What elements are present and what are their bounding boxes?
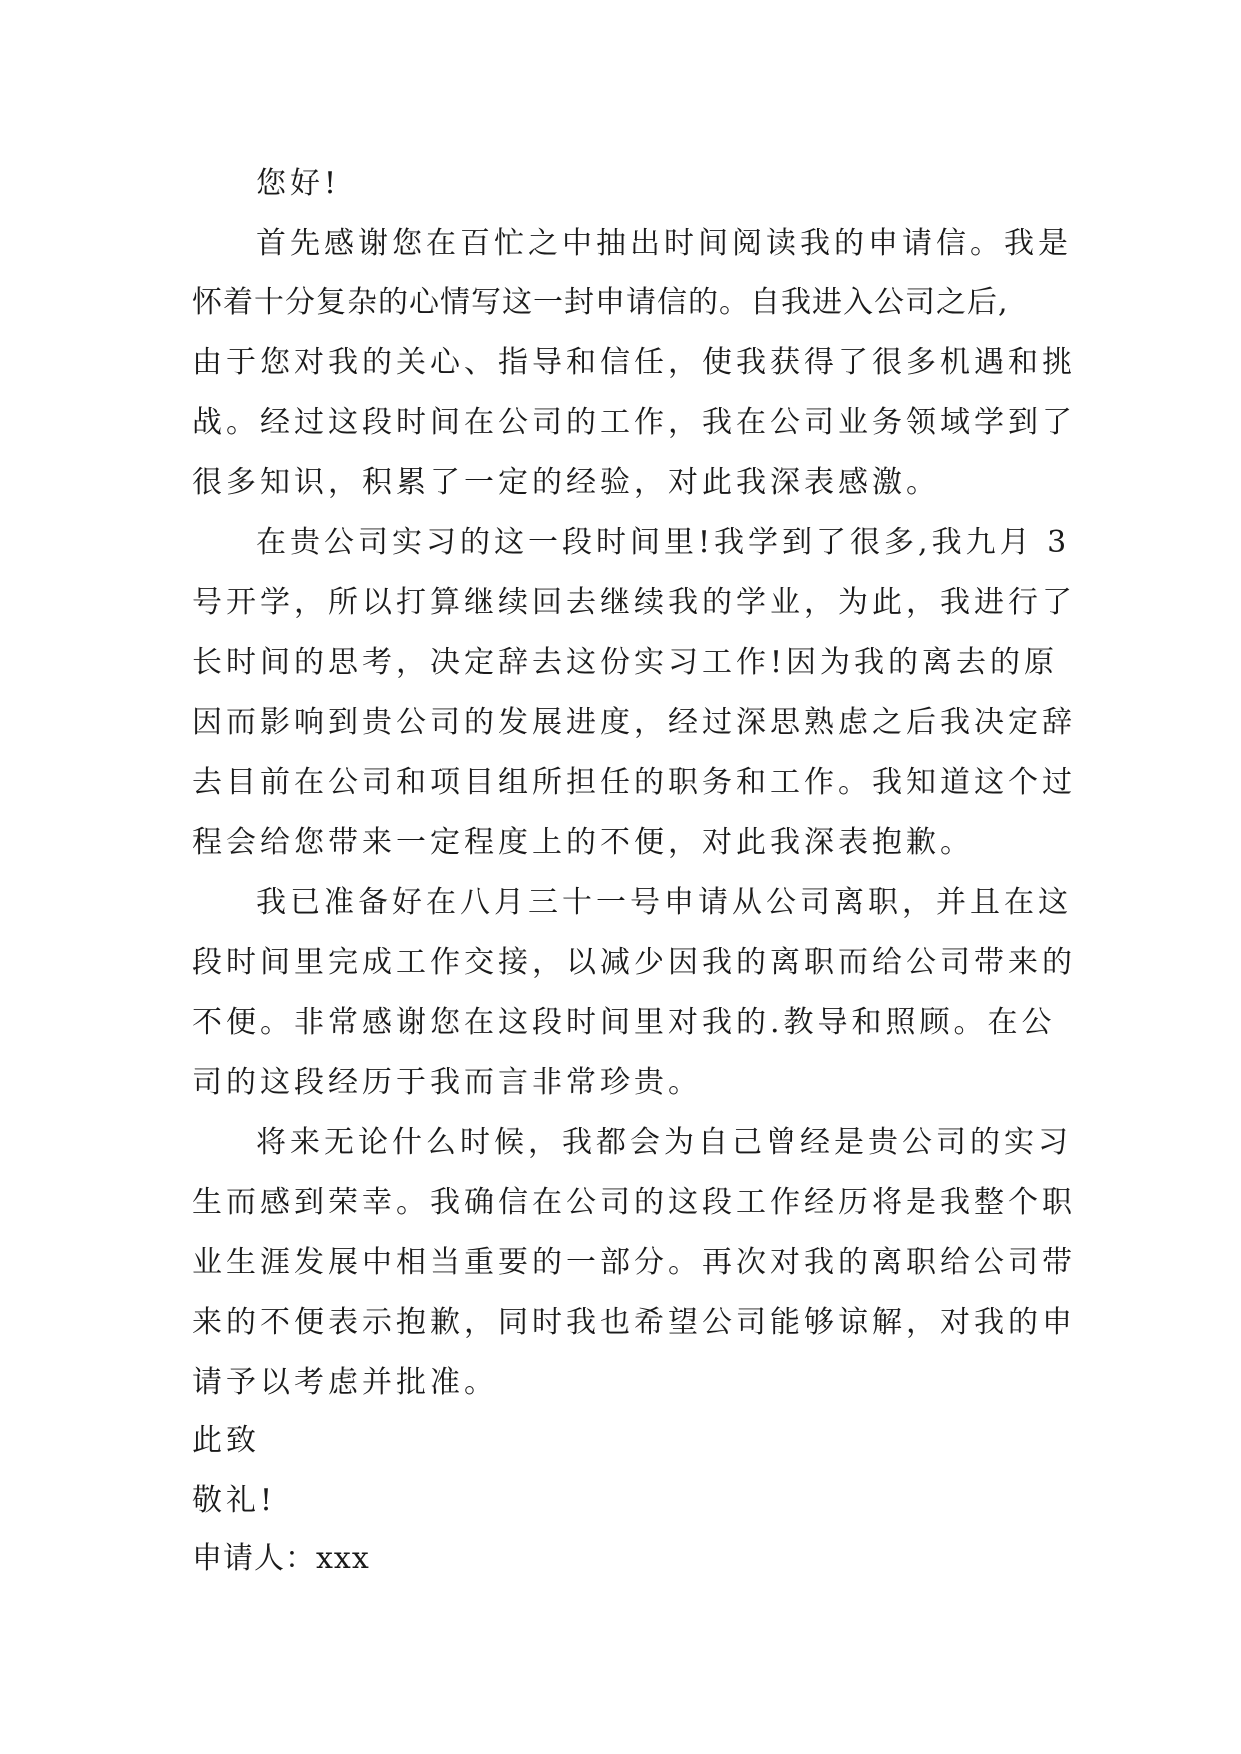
paragraph-2-line-2: 号开学，所以打算继续回去继续我的学业，为此，我进行了 (192, 585, 1076, 620)
paragraph-1-line-5: 很多知识，积累了一定的经验，对此我深表感激。 (192, 465, 940, 500)
paragraph-2-line-6: 程会给您带来一定程度上的不便，对此我深表抱歉。 (192, 825, 974, 860)
paragraph-4-line-5: 请予以考虑并批准。 (192, 1365, 498, 1400)
paragraph-3-line-4: 司的这段经历于我而言非常珍贵。 (192, 1065, 702, 1100)
paragraph-2-line-4: 因而影响到贵公司的发展进度，经过深思熟虑之后我决定辞 (192, 705, 1076, 740)
paragraph-3-line-1: 我已准备好在八月三十一号申请从公司离职，并且在这 (256, 885, 1072, 920)
paragraph-3-line-2: 段时间里完成工作交接，以减少因我的离职而给公司带来的 (192, 945, 1076, 980)
paragraph-2-line-1: 在贵公司实习的这一段时间里!我学到了很多,我九月 3 (256, 525, 1071, 560)
closing-salutation: 此致 (192, 1423, 260, 1458)
paragraph-3-line-3: 不便。非常感谢您在这段时间里对我的.教导和照顾。在公 (192, 1005, 1056, 1040)
paragraph-2-line-5: 去目前在公司和项目组所担任的职务和工作。我知道这个过 (192, 765, 1076, 800)
paragraph-1-line-3: 由于您对我的关心、指导和信任，使我获得了很多机遇和挑 (192, 345, 1076, 380)
greeting: 您好! (256, 166, 341, 201)
signature: 申请人：xxx (192, 1541, 370, 1576)
paragraph-4-line-4: 来的不便表示抱歉，同时我也希望公司能够谅解，对我的申 (192, 1305, 1076, 1340)
paragraph-4-line-3: 业生涯发展中相当重要的一部分。再次对我的离职给公司带 (192, 1245, 1076, 1280)
paragraph-1-line-2: 怀着十分复杂的心情写这一封申请信的。自我进入公司之后, (192, 285, 1009, 320)
paragraph-2-line-3: 长时间的思考，决定辞去这份实习工作!因为我的离去的原 (192, 645, 1059, 680)
paragraph-4-line-2: 生而感到荣幸。我确信在公司的这段工作经历将是我整个职 (192, 1185, 1076, 1220)
paragraph-4-line-1: 将来无论什么时候，我都会为自己曾经是贵公司的实习 (256, 1125, 1072, 1160)
closing-regards: 敬礼! (192, 1483, 277, 1518)
paragraph-1-line-1: 首先感谢您在百忙之中抽出时间阅读我的申请信。我是 (256, 226, 1072, 261)
paragraph-1-line-4: 战。经过这段时间在公司的工作，我在公司业务领域学到了 (192, 405, 1076, 440)
